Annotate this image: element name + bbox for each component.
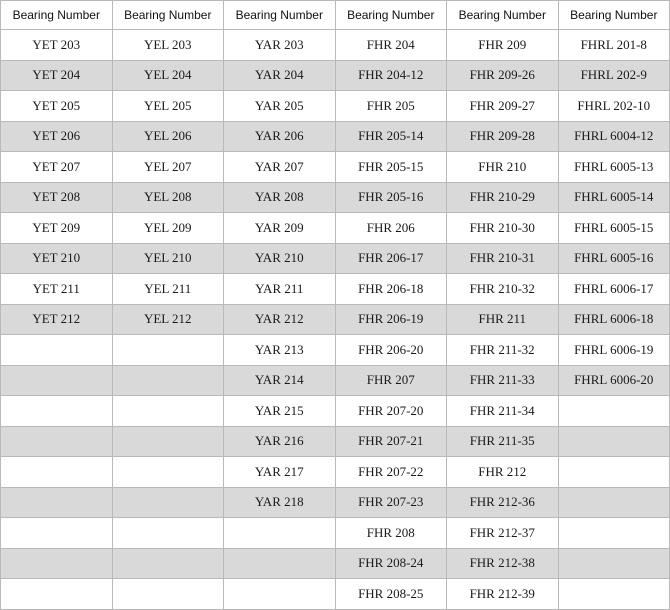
table-cell: FHR 210-32 xyxy=(447,274,559,305)
table-cell-empty xyxy=(1,335,113,366)
table-cell: FHR 205-16 xyxy=(335,182,447,213)
table-cell: FHR 206 xyxy=(335,213,447,244)
column-header-4: Bearing Number xyxy=(335,1,447,30)
table-cell-empty xyxy=(1,457,113,488)
table-cell: FHR 210-29 xyxy=(447,182,559,213)
table-cell: FHR 210-30 xyxy=(447,213,559,244)
table-cell-empty xyxy=(558,579,670,610)
table-cell: YAR 211 xyxy=(224,274,336,305)
table-cell: FHR 209-28 xyxy=(447,121,559,152)
table-cell: FHR 211-32 xyxy=(447,335,559,366)
table-cell: YAR 214 xyxy=(224,365,336,396)
table-cell: FHRL 202-9 xyxy=(558,60,670,91)
table-row xyxy=(1,396,670,427)
table-cell-empty xyxy=(224,548,336,579)
table-cell-empty xyxy=(1,548,113,579)
table-cell-empty xyxy=(558,426,670,457)
table-cell-empty xyxy=(112,365,224,396)
table-cell: YAR 217 xyxy=(224,457,336,488)
table-header-row xyxy=(1,1,670,30)
table-cell: YAR 204 xyxy=(224,60,336,91)
table-cell-empty xyxy=(558,396,670,427)
table-cell: YEL 210 xyxy=(112,243,224,274)
table-cell: FHR 211-33 xyxy=(447,365,559,396)
table-row xyxy=(1,304,670,335)
column-header-1: Bearing Number xyxy=(1,1,113,30)
table-cell-empty xyxy=(558,487,670,518)
table-cell: FHR 210-31 xyxy=(447,243,559,274)
table-cell-empty xyxy=(1,518,113,549)
table-cell: FHR 208-24 xyxy=(335,548,447,579)
table-cell: YEL 203 xyxy=(112,30,224,61)
table-cell: YAR 207 xyxy=(224,152,336,183)
table-row xyxy=(1,182,670,213)
table-cell: FHRL 6006-19 xyxy=(558,335,670,366)
table-cell: FHRL 6005-14 xyxy=(558,182,670,213)
table-cell: YAR 208 xyxy=(224,182,336,213)
table-cell: FHRL 6005-13 xyxy=(558,152,670,183)
table-cell: FHRL 201-8 xyxy=(558,30,670,61)
table-row xyxy=(1,121,670,152)
table-cell: YEL 204 xyxy=(112,60,224,91)
table-cell: YEL 205 xyxy=(112,91,224,122)
table-cell: YAR 206 xyxy=(224,121,336,152)
table-row xyxy=(1,213,670,244)
table-cell-empty xyxy=(112,548,224,579)
table-cell-empty xyxy=(112,487,224,518)
table-cell: FHR 204-12 xyxy=(335,60,447,91)
table-cell-empty xyxy=(1,487,113,518)
column-header-3: Bearing Number xyxy=(224,1,336,30)
table-cell-empty xyxy=(1,365,113,396)
column-header-5: Bearing Number xyxy=(447,1,559,30)
table-row xyxy=(1,457,670,488)
table-cell: FHR 211 xyxy=(447,304,559,335)
table-cell: FHR 212-36 xyxy=(447,487,559,518)
table-cell: YEL 209 xyxy=(112,213,224,244)
table-cell: YET 204 xyxy=(1,60,113,91)
table-row xyxy=(1,548,670,579)
table-row xyxy=(1,518,670,549)
table-cell: YET 206 xyxy=(1,121,113,152)
table-cell: YET 208 xyxy=(1,182,113,213)
table-cell: YAR 213 xyxy=(224,335,336,366)
table-cell: FHR 205-14 xyxy=(335,121,447,152)
table-cell: YAR 212 xyxy=(224,304,336,335)
table-cell: FHR 209 xyxy=(447,30,559,61)
table-row xyxy=(1,335,670,366)
table-cell: FHR 206-20 xyxy=(335,335,447,366)
table-cell: FHR 211-34 xyxy=(447,396,559,427)
table-cell: FHR 212-37 xyxy=(447,518,559,549)
table-cell: FHR 205 xyxy=(335,91,447,122)
table-cell: YEL 207 xyxy=(112,152,224,183)
table-cell: FHR 212-38 xyxy=(447,548,559,579)
table-cell: YET 209 xyxy=(1,213,113,244)
table-header xyxy=(1,1,670,30)
table-row xyxy=(1,487,670,518)
table-cell: YEL 212 xyxy=(112,304,224,335)
table-cell: FHR 211-35 xyxy=(447,426,559,457)
table-row xyxy=(1,30,670,61)
table-cell: YET 205 xyxy=(1,91,113,122)
table-cell: FHRL 6006-17 xyxy=(558,274,670,305)
table-cell-empty xyxy=(112,396,224,427)
column-header-2: Bearing Number xyxy=(112,1,224,30)
table-cell: FHR 204 xyxy=(335,30,447,61)
table-row xyxy=(1,91,670,122)
table-row xyxy=(1,579,670,610)
table-cell: YAR 210 xyxy=(224,243,336,274)
table-cell: FHR 207-21 xyxy=(335,426,447,457)
table-row xyxy=(1,60,670,91)
table-cell: YET 203 xyxy=(1,30,113,61)
table-cell-empty xyxy=(1,426,113,457)
table-cell-empty xyxy=(558,548,670,579)
table-cell: YET 207 xyxy=(1,152,113,183)
table-cell: FHR 207-23 xyxy=(335,487,447,518)
table-cell-empty xyxy=(112,426,224,457)
table-cell: FHR 209-26 xyxy=(447,60,559,91)
table-cell: YET 210 xyxy=(1,243,113,274)
table-body xyxy=(1,30,670,610)
table-cell-empty xyxy=(112,518,224,549)
table-cell: FHR 207 xyxy=(335,365,447,396)
table-cell-empty xyxy=(1,396,113,427)
table-cell: FHRL 6004-12 xyxy=(558,121,670,152)
table-cell-empty xyxy=(224,518,336,549)
table-cell: YEL 206 xyxy=(112,121,224,152)
table-cell: FHR 206-19 xyxy=(335,304,447,335)
table-cell: FHRL 6006-18 xyxy=(558,304,670,335)
table-cell: YEL 211 xyxy=(112,274,224,305)
table-cell: FHR 206-17 xyxy=(335,243,447,274)
table-cell: YAR 203 xyxy=(224,30,336,61)
table-row xyxy=(1,274,670,305)
table-cell: FHR 208 xyxy=(335,518,447,549)
table-cell-empty xyxy=(224,579,336,610)
table-cell-empty xyxy=(112,335,224,366)
table-cell: FHR 208-25 xyxy=(335,579,447,610)
table-cell: FHRL 6005-16 xyxy=(558,243,670,274)
table-cell: FHR 206-18 xyxy=(335,274,447,305)
table-cell: YEL 208 xyxy=(112,182,224,213)
table-cell-empty xyxy=(558,518,670,549)
table-row xyxy=(1,152,670,183)
table-cell: FHR 209-27 xyxy=(447,91,559,122)
table-row xyxy=(1,426,670,457)
table-cell: FHRL 6006-20 xyxy=(558,365,670,396)
table-cell-empty xyxy=(1,579,113,610)
table-cell: YAR 205 xyxy=(224,91,336,122)
table-cell-empty xyxy=(112,457,224,488)
table-cell: FHR 205-15 xyxy=(335,152,447,183)
table-row xyxy=(1,243,670,274)
table-cell: YET 212 xyxy=(1,304,113,335)
table-cell: YAR 216 xyxy=(224,426,336,457)
table-cell: FHR 212 xyxy=(447,457,559,488)
table-cell: YAR 215 xyxy=(224,396,336,427)
table-cell: FHR 207-22 xyxy=(335,457,447,488)
table-cell: FHRL 6005-15 xyxy=(558,213,670,244)
table-cell-empty xyxy=(558,457,670,488)
table-row xyxy=(1,365,670,396)
table-cell: FHRL 202-10 xyxy=(558,91,670,122)
table-cell: YET 211 xyxy=(1,274,113,305)
table-cell: FHR 207-20 xyxy=(335,396,447,427)
table-cell: YAR 218 xyxy=(224,487,336,518)
table-cell: YAR 209 xyxy=(224,213,336,244)
table-cell-empty xyxy=(112,579,224,610)
column-header-6: Bearing Number xyxy=(558,1,670,30)
table-cell: FHR 210 xyxy=(447,152,559,183)
table-cell: FHR 212-39 xyxy=(447,579,559,610)
